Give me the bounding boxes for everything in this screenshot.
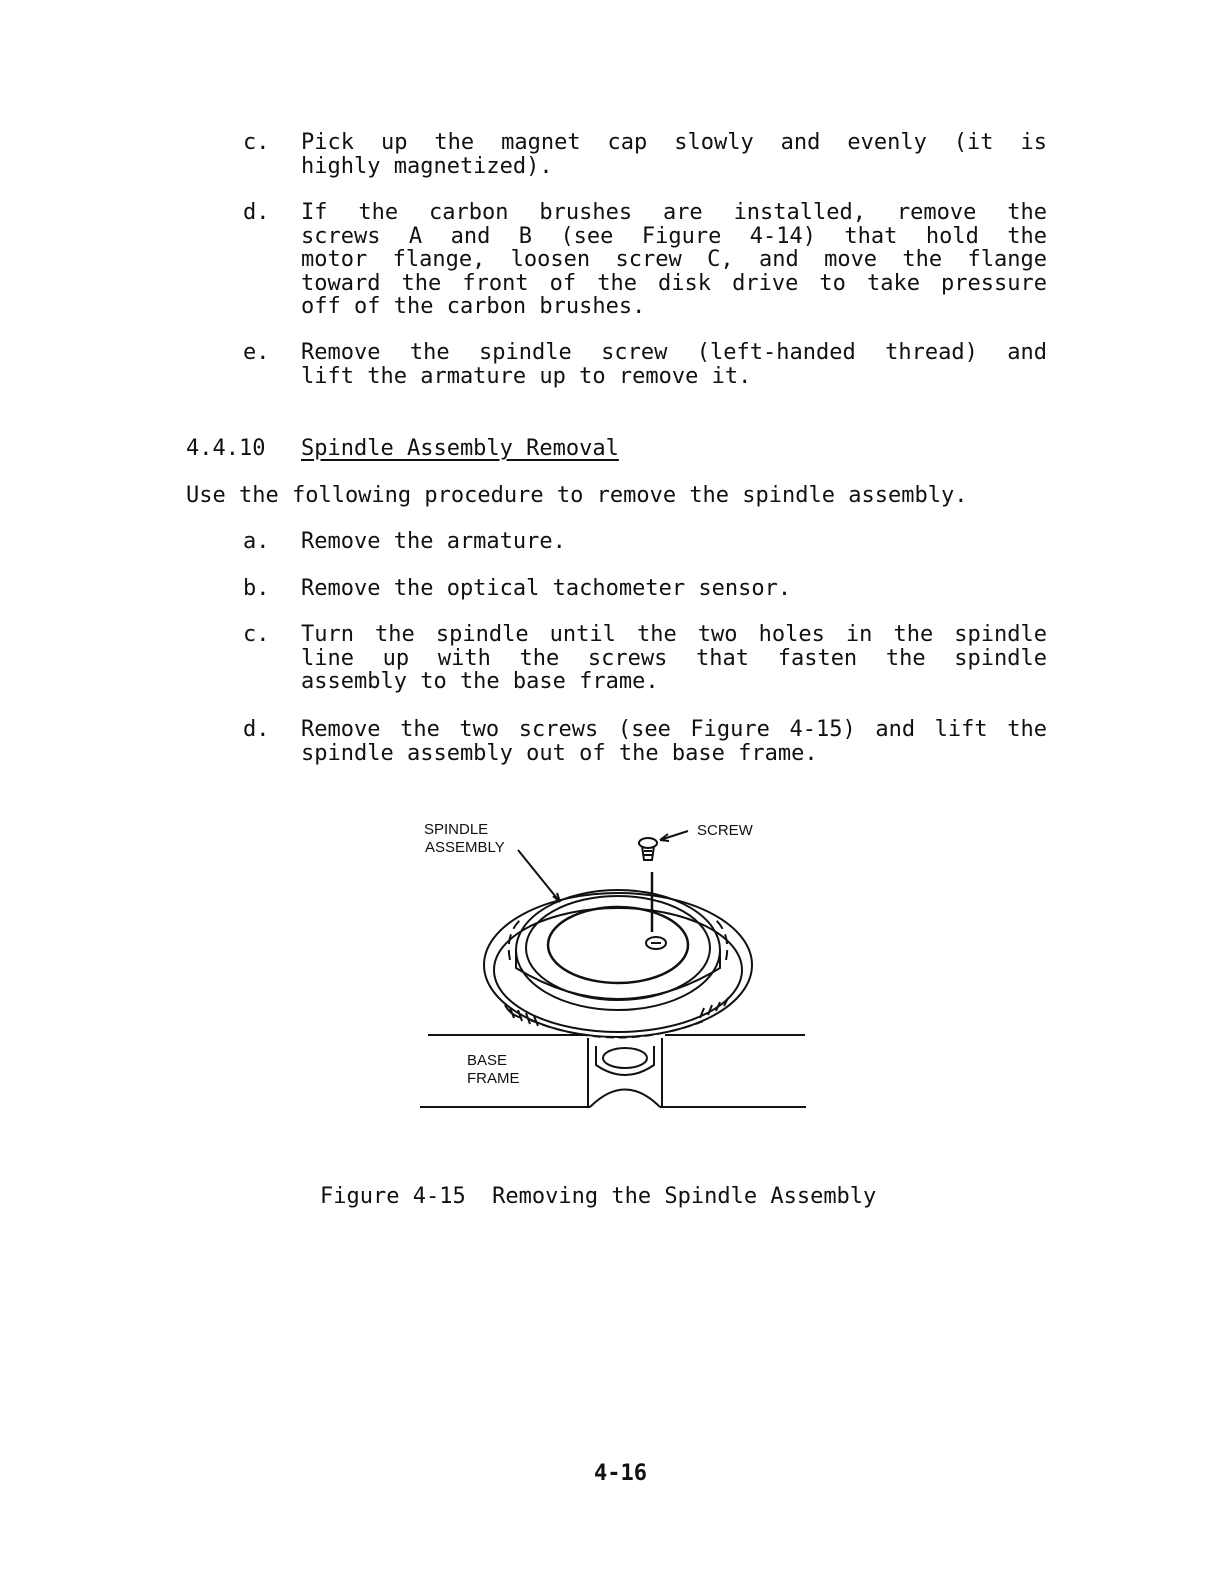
step-letter: b. bbox=[243, 576, 270, 601]
step-letter: e. bbox=[243, 340, 270, 365]
step-line: Remove the optical tachometer sensor. bbox=[301, 576, 792, 601]
spindle-hub bbox=[588, 1038, 662, 1107]
label-screw: SCREW bbox=[697, 822, 753, 839]
label-spindle-line1: SPINDLE bbox=[424, 821, 489, 838]
step-line: off of the carbon brushes. bbox=[301, 294, 646, 319]
label-base-line2: FRAME bbox=[467, 1070, 520, 1087]
figure-caption: Figure 4-15 Removing the Spindle Assembly bbox=[320, 1184, 877, 1209]
step-letter: d. bbox=[243, 717, 270, 742]
section-title: Spindle Assembly Removal bbox=[301, 436, 619, 461]
spindle-ring bbox=[516, 890, 720, 1010]
step-line: line up with the screws that fasten the spindle bbox=[301, 645, 1047, 671]
section-intro: Use the following procedure to remove the spindle assembly. bbox=[186, 483, 968, 508]
step-letter: c. bbox=[243, 130, 270, 155]
step-line: If the carbon brushes are installed, remove the bbox=[301, 200, 1047, 225]
step-line: screws A and B (see Figure 4-14) that hold the bbox=[301, 223, 1047, 249]
step-line: highly magnetized). bbox=[301, 153, 553, 179]
step-line: Remove the armature. bbox=[301, 529, 566, 554]
step-line: toward the front of the disk drive to take pressure bbox=[301, 270, 1047, 296]
step-line: motor flange, loosen screw C, and move the flange bbox=[301, 247, 1047, 272]
step-line: Remove the spindle screw (left-handed thread) and bbox=[301, 340, 1047, 365]
screw-icon bbox=[639, 838, 657, 860]
label-spindle-line2: ASSEMBLY bbox=[425, 839, 505, 856]
step-letter: c. bbox=[243, 622, 270, 647]
spindle-flange bbox=[484, 893, 752, 1038]
step-letter: a. bbox=[243, 529, 270, 554]
step-line: spindle assembly out of the base frame. bbox=[301, 740, 818, 766]
spindle-illustration bbox=[410, 810, 820, 1130]
step-line: Turn the spindle until the two holes in the spindle bbox=[301, 622, 1047, 647]
step-line: Pick up the magnet cap slowly and evenly (it is bbox=[301, 130, 1047, 155]
spindle-assembly-figure bbox=[410, 810, 820, 1130]
step-line: lift the armature up to remove it. bbox=[301, 363, 752, 389]
screw-leader-arrow bbox=[660, 831, 688, 840]
step-line: Remove the two screws (see Figure 4-15) and lift the bbox=[301, 717, 1047, 742]
step-line: assembly to the base frame. bbox=[301, 669, 659, 694]
step-letter: d. bbox=[243, 200, 270, 225]
section-number: 4.4.10 bbox=[186, 436, 266, 461]
page-number: 4-16 bbox=[594, 1461, 647, 1486]
label-base-line1: BASE bbox=[467, 1052, 508, 1069]
spindle-leader-arrow bbox=[518, 850, 560, 902]
